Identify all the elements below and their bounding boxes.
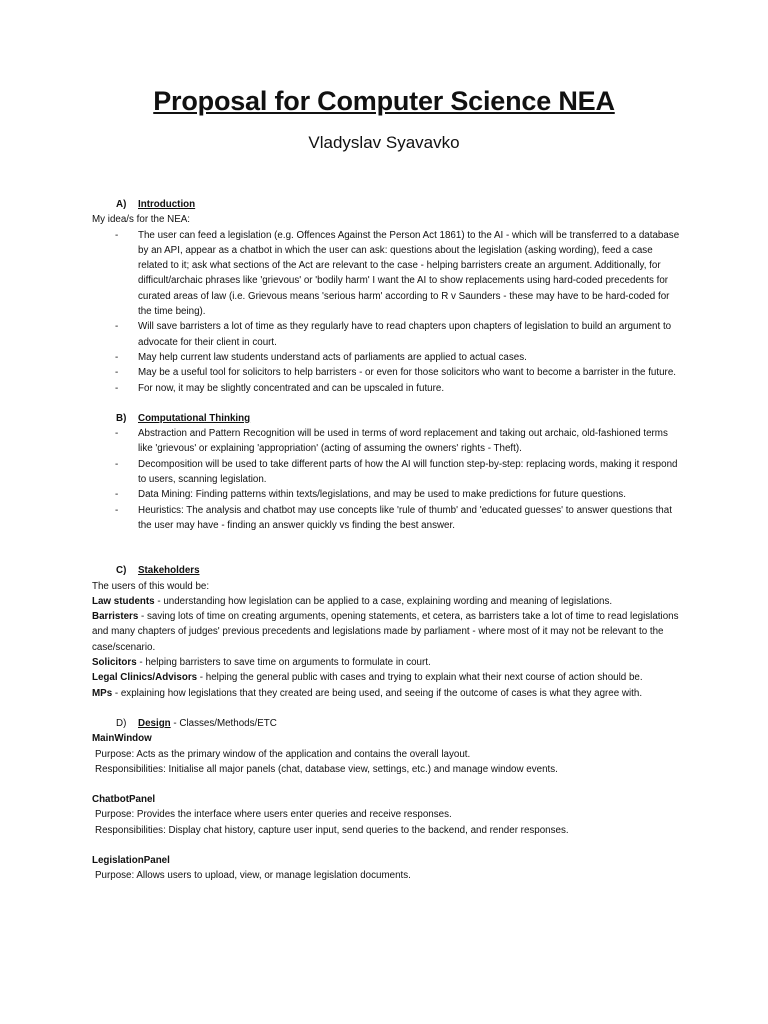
section-title-suffix: - Classes/Methods/ETC <box>170 717 277 729</box>
class-purpose: Purpose: Acts as the primary window of the application and contains the overall layout. <box>95 748 471 760</box>
stakeholder-entry <box>92 609 682 655</box>
list-item: - May help current law students understand acts of parliaments are applied to actual cases. <box>92 350 682 365</box>
stakeholder-description: - understanding how legislation can be applied to a case, explaining wording and meaning of legislations. <box>154 595 613 607</box>
section-heading-computational-thinking <box>92 411 682 426</box>
stakeholder-description: - helping barristers to save time on arguments to formulate in court. <box>136 657 431 669</box>
stakeholder-name: Law students <box>92 595 155 607</box>
stakeholder-description: - helping the general public with cases and trying to explain what their next course of action should be. <box>197 672 643 684</box>
stakeholder-entry <box>92 670 682 685</box>
class-name: LegislationPanel <box>92 854 170 866</box>
list-item: - The user can feed a legislation (e.g. Offences Against the Person Act 1861) to the AI - which will be transferred to a database by an API, appear as a chatbot in which the user can ask: questions about the legislation (asking wording), feed a case related to it; ask what sections of the Act are relevant to the case - helping barristers create an argument. Additionally, for difficult/archaic phrases like 'grievous' or 'bodily harm' I want the AI to show replacements using hard-coded precedents for curated areas of law (i.e. Grievous means 'serious harm' according to R v Saunders - these may have to be hard-coded for the time being). <box>92 228 682 320</box>
intro-lead: My idea/s for the NEA: <box>92 214 191 226</box>
stakeholder-name: Solicitors <box>92 657 137 669</box>
stakeholder-name: Legal Clinics/Advisors <box>92 672 198 684</box>
author-name: Vladyslav Syavavko <box>308 133 460 152</box>
list-item: - May be a useful tool for solicitors to help barristers - or even for those solicitors who want to become a barrister in the future. <box>92 365 682 380</box>
stakeholder-description: - explaining how legislations that they created are being used, and seeing if the outcome of cases is what they agree with. <box>112 687 643 699</box>
section-heading-stakeholders <box>92 563 682 578</box>
section-title: Introduction <box>138 199 196 210</box>
document-body <box>92 197 682 884</box>
class-purpose: Purpose: Allows users to upload, view, or manage legislation documents. <box>95 870 411 882</box>
list-item: - Decomposition will be used to take different parts of how the AI will function step-by-step: replacing words, making it respond to users, scanning legislation. <box>92 457 682 488</box>
class-purpose: Purpose: Provides the interface where users enter queries and receive responses. <box>95 809 452 821</box>
stakeholder-description: - saving lots of time on creating arguments, opening statements, et cetera, as barristers take a lot of time to read legislations and many chapters of judges' previous precedents and legislations made by parliament - where most of it may not be relevant to the case/scenario. <box>92 611 679 653</box>
class-name: MainWindow <box>92 733 152 745</box>
stakeholder-name: Barristers <box>92 611 139 623</box>
section-title: Design <box>138 717 171 729</box>
list-item: - Data Mining: Finding patterns within texts/legislations, and may be used to make predictions for future questions. <box>92 487 682 502</box>
computational-thinking-list <box>92 426 682 533</box>
section-title: Computational Thinking <box>138 412 251 424</box>
list-item: - For now, it may be slightly concentrated and can be upscaled in future. <box>92 381 682 396</box>
class-responsibilities: Responsibilities: Display chat history, capture user input, send queries to the backend, and render responses. <box>95 824 569 836</box>
section-heading-design <box>92 716 682 731</box>
section-letter: B) <box>116 412 127 424</box>
stakeholder-entry <box>92 655 682 670</box>
section-letter: A) <box>116 199 127 210</box>
stakeholder-entry <box>92 686 682 701</box>
intro-list <box>92 228 682 396</box>
section-letter: C) <box>116 565 127 577</box>
section-title: Stakeholders <box>138 565 200 577</box>
section-letter: D) <box>116 717 127 729</box>
stakeholder-entry <box>92 594 682 609</box>
list-item: - Abstraction and Pattern Recognition will be used in terms of word replacement and taking out archaic, old-fashioned terms like 'grievous' or explaining 'appropriation' (acting of assuming the owners' rights - Theft). <box>92 426 682 457</box>
stakeholder-name: MPs <box>92 687 113 699</box>
class-responsibilities: Responsibilities: Initialise all major panels (chat, database view, settings, etc.) and manage window events. <box>95 763 558 775</box>
list-item: - Heuristics: The analysis and chatbot may use concepts like 'rule of thumb' and 'educated guesses' to answer questions that the user may have - finding an answer quickly vs finding the best answer. <box>92 503 682 534</box>
list-item: - Will save barristers a lot of time as they regularly have to read chapters upon chapters of legislation to build an argument to advocate for their client in court. <box>92 319 682 350</box>
page-title: Proposal for Computer Science NEA <box>153 86 615 116</box>
stakeholders-lead: The users of this would be: <box>92 580 210 592</box>
section-heading-introduction <box>92 197 682 212</box>
class-name: ChatbotPanel <box>92 794 156 806</box>
